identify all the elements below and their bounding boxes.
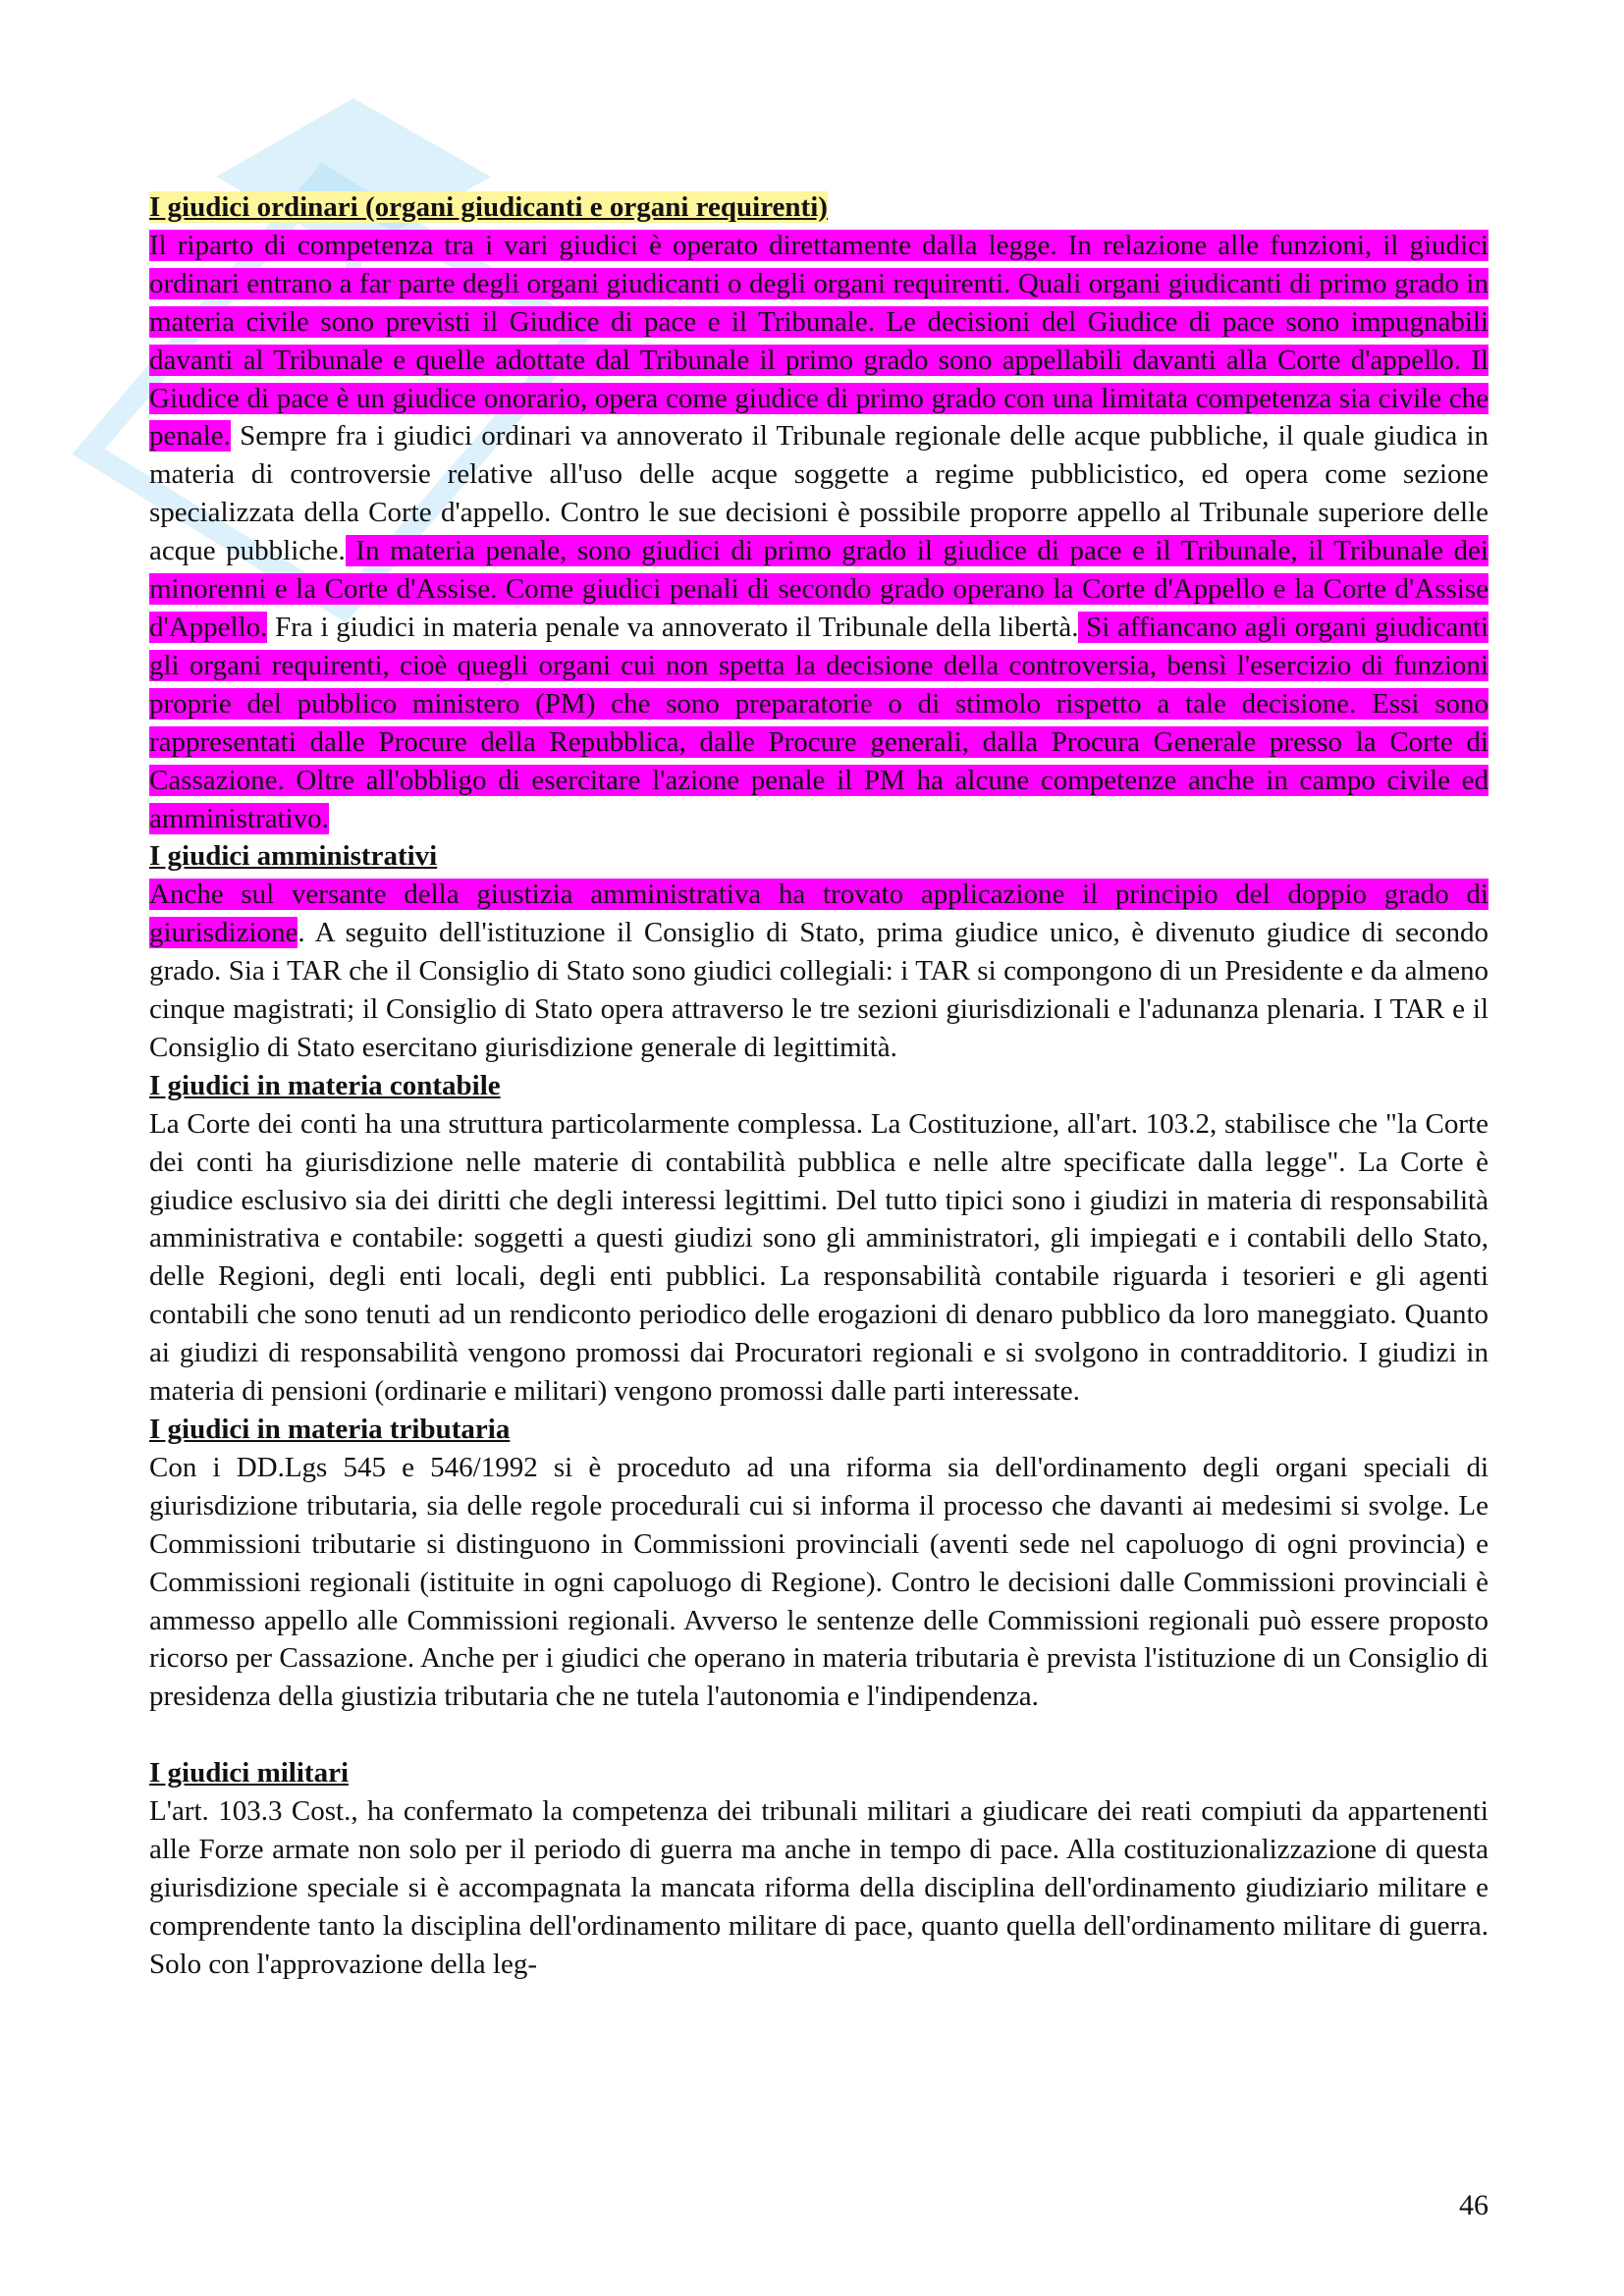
highlighted-text: In materia penale, sono giudici di primo grado il giudice di pace e il Tribunale, il Tribunale dei minorenni e la Corte d'Assise. Come giudici penali di secondo grado operano la Corte d'Appello e la Corte d'Assise d'Appello. <box>149 535 1489 643</box>
plain-text: Fra i giudici in materia penale va annoverato il Tribunale della libertà. <box>267 611 1079 643</box>
plain-text: . A seguito dell'istituzione il Consiglio di Stato, prima giudice unico, è divenuto giudice di secondo grado. Sia i TAR che il Consiglio di Stato sono giudici collegiali: i TAR si compongono di un Presidente e da almeno cinque magistrati; il Consiglio di Stato opera attraverso le tre sezioni giurisdizionali e l'adunanza plenaria. I TAR e il Consiglio di Stato esercitano giurisdizione generale di legittimità. <box>149 917 1489 1063</box>
section-title <box>149 188 1489 227</box>
section-title: I giudici in materia tributaria <box>149 1414 511 1445</box>
section-title: I giudici militari <box>149 1757 349 1789</box>
highlighted-text: Si affiancano agli organi giudicanti gli organi requirenti, cioè quegli organi cui non spetta la decisione della controversia, bensì l'esercizio di funzioni proprie del pubblico ministero (PM) che sono preparatorie o di stimolo rispetto a tale decisione. Essi sono rappresentati dalle Procure della Repubblica, dalle Procure generali, dalla Procura Generale presso la Corte di Cassazione. Oltre all'obbligo di esercitare l'azione penale il PM ha alcune competenze anche in campo civile ed amministrativo. <box>149 611 1489 834</box>
paragraph <box>149 876 1489 1067</box>
page-number: 46 <box>1459 2189 1489 2221</box>
section-giudici-militari <box>149 1754 1489 1983</box>
section-title: I giudici in materia contabile <box>149 1069 501 1101</box>
highlighted-text: Anche sul versante della giustizia amministrativa ha trovato applicazione il principio del doppio grado di giurisdizione <box>149 879 1489 949</box>
plain-text: L'art. 103.3 Cost., ha confermato la competenza dei tribunali militari a giudicare dei reati compiuti da appartenenti alle Forze armate non solo per il periodo di guerra ma anche in tempo di pace. Alla costituzionalizzazione di questa giurisdizione speciale si è accompagnata la mancata riforma della disciplina dell'ordinamento giudiziario militare e comprendente tanto la disciplina dell'ordinamento militare di pace, quanto quella dell'ordinamento militare di guerra. Solo con l'approvazione della leg- <box>149 1795 1489 1980</box>
section-title: I giudici amministrativi <box>149 840 438 873</box>
paragraph <box>149 1449 1489 1716</box>
plain-text: La Corte dei conti ha una struttura particolarmente complessa. La Costituzione, all'art. 103.2, stabilisce che "la Corte dei conti ha giurisdizione nelle materie di contabilità pubblica e nelle altre specificate dalla legge". La Corte è giudice esclusivo sia dei diritti che degli interessi legittimi. Del tutto tipici sono i giudizi in materia di responsabilità amministrativa e contabile: soggetti a questi giudizi sono gli amministratori, gli impiegati e i contabili dello Stato, delle Regioni, degli enti locali, degli enti pubblici. La responsabilità contabile riguarda i tesorieri e gli agenti contabili che sono tenuti ad un rendiconto periodico delle erogazioni di denaro pubblico da loro maneggiato. Quanto ai giudizi di responsabilità vengono promossi dai Procuratori regionali e si svolgono in contradditorio. I giudizi in materia di pensioni (ordinarie e militari) vengono promossi dalle parti interessate. <box>149 1107 1489 1408</box>
section-giudici-tributaria <box>149 1411 1489 1716</box>
section-giudici-amministrativi <box>149 837 1489 1066</box>
paragraph <box>149 227 1489 838</box>
section-giudici-contabile <box>149 1067 1489 1411</box>
plain-text: Con i DD.Lgs 545 e 546/1992 si è proceduto ad una riforma sia dell'ordinamento degli organi speciali di giurisdizione tributaria, sia delle regole procedurali cui si informa il processo che davanti ai medesimi si svolge. Le Commissioni tributarie si distinguono in Commissioni provinciali (aventi sede nel capoluogo di ogni provincia) e Commissioni regionali (istituite in ogni capoluogo di Regione). Contro le decisioni dalle Commissioni provinciali è ammesso appello alle Commissioni regionali. Avverso le sentenze delle Commissioni regionali può essere proposto ricorso per Cassazione. Anche per i giudici che operano in materia tributaria è prevista l'istituzione di un Consiglio di presidenza della giustizia tributaria che ne tutela l'autonomia e l'indipendenza. <box>149 1451 1489 1713</box>
paragraph <box>149 1792 1489 1984</box>
plain-text: Sempre fra i giudici ordinari va annoverato il Tribunale regionale delle acque pubbliche, il quale giudica in materia di controversie relative all'uso delle acque soggette a regime pubblicistico, ed opera come sezione specializzata della Corte d'appello. Contro le sue decisioni è possibile proporre appello al Tribunale superiore delle acque pubbliche. <box>149 420 1489 567</box>
paragraph <box>149 1105 1489 1411</box>
document-body <box>149 188 1489 1984</box>
heading-text: I giudici ordinari (organi giudicanti e organi requirenti) <box>149 191 828 223</box>
section-giudici-ordinari <box>149 188 1489 837</box>
spacer <box>149 1716 1489 1754</box>
highlighted-text: Il riparto di competenza tra i vari giudici è operato direttamente dalla legge. In relazione alle funzioni, il giudici ordinari entrano a far parte degli organi giudicanti o degli organi requirenti. Quali organi giudicanti di primo grado in materia civile sono previsti il Giudice di pace e il Tribunale. Le decisioni del Giudice di pace sono impugnabili davanti al Tribunale e quelle adottate dal Tribunale il primo grado sono appellabili davanti alla Corte d'appello. Il Giudice di pace è un giudice onorario, opera come giudice di primo grado con una limitata competenza sia civile che penale. <box>149 229 1489 453</box>
